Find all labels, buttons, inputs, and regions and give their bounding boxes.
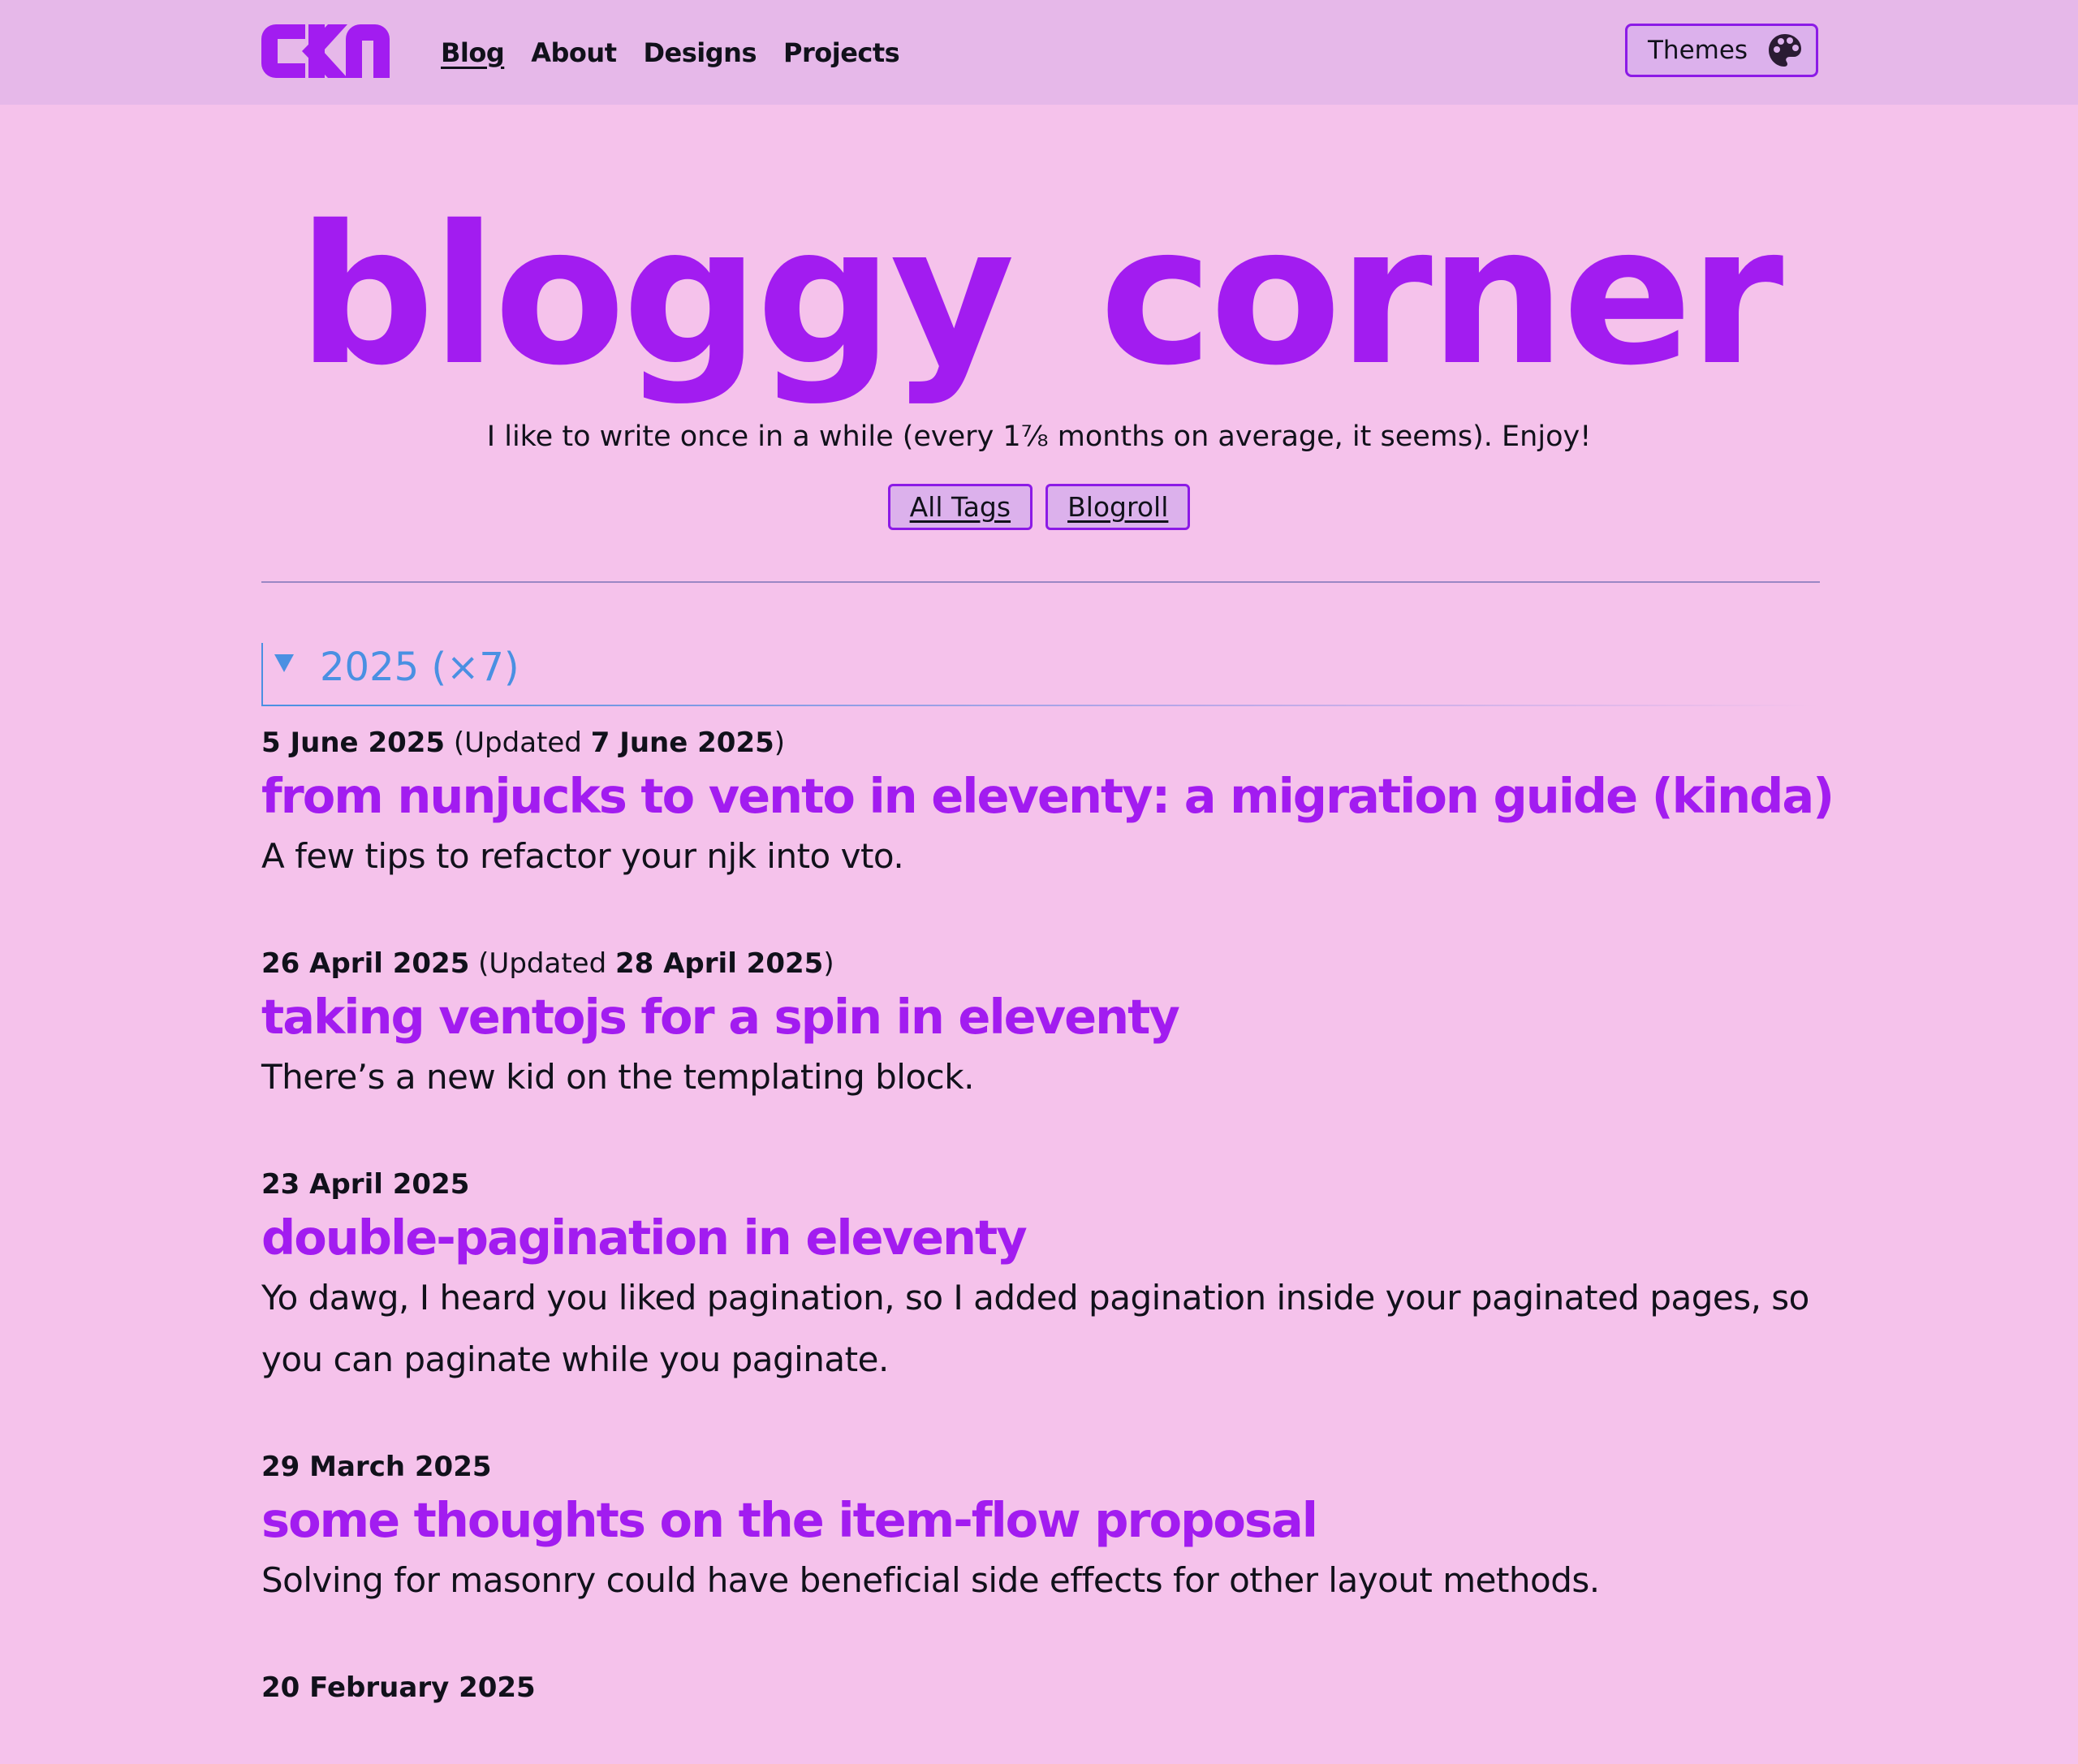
post-item — [261, 1160, 1820, 1391]
all-tags-button[interactable]: All Tags — [888, 484, 1033, 530]
post-date: 29 March 2025 — [261, 1451, 492, 1483]
post-item — [261, 939, 1820, 1108]
page-title: bloggy corner — [297, 184, 1781, 408]
post-date: 23 April 2025 — [261, 1168, 470, 1201]
themes-button-label: Themes — [1648, 36, 1748, 65]
year-toggle-2025[interactable] — [261, 643, 1820, 706]
post-title-link[interactable]: taking ventojs for a spin in eleventy — [261, 989, 1179, 1045]
site-logo[interactable] — [261, 24, 390, 78]
post-title-link[interactable]: double-pagination in eleventy — [261, 1210, 1026, 1266]
post-item — [261, 1443, 1820, 1611]
post-title-link[interactable]: some thoughts on the item-flow proposal — [261, 1492, 1317, 1548]
year-label: 2025 (×7) — [320, 645, 520, 690]
nav-about[interactable]: About — [531, 37, 617, 68]
post-description: A few tips to refactor your njk into vto. — [261, 836, 904, 876]
main-nav — [441, 0, 899, 105]
post-description: Solving for masonry could have beneficial side effects for other layout methods. — [261, 1560, 1600, 1600]
blogroll-button[interactable]: Blogroll — [1045, 484, 1190, 530]
post-title-link[interactable]: from nunjucks to vento in eleventy: a migration guide (kinda) — [261, 768, 1834, 824]
year-underline — [263, 705, 1820, 706]
post-description: Yo dawg, I heard you liked pagination, so I added pagination inside your paginated pages, so you can paginate while you paginate. — [261, 1278, 1809, 1379]
nav-designs[interactable]: Designs — [643, 37, 757, 68]
nav-projects[interactable]: Projects — [783, 37, 900, 68]
triangle-down-icon — [274, 654, 294, 672]
post-item — [261, 718, 1834, 887]
nav-blog[interactable]: Blog — [441, 37, 505, 68]
palette-icon — [1767, 32, 1803, 68]
top-bar — [0, 0, 2078, 105]
post-date: 5 June 2025 (Updated 7 June 2025) — [261, 727, 786, 759]
post-description: There’s a new kid on the templating block. — [261, 1057, 974, 1097]
post-item — [261, 1663, 1820, 1712]
hero-links — [0, 484, 2078, 530]
post-date: 26 April 2025 (Updated 28 April 2025) — [261, 947, 834, 980]
post-list — [261, 718, 1834, 1764]
themes-button[interactable] — [1625, 24, 1818, 77]
divider — [261, 581, 1820, 583]
post-date: 20 February 2025 — [261, 1671, 536, 1704]
page-subtitle: I like to write once in a while (every 1⅞ months on average, it seems). Enjoy! — [486, 421, 1592, 453]
